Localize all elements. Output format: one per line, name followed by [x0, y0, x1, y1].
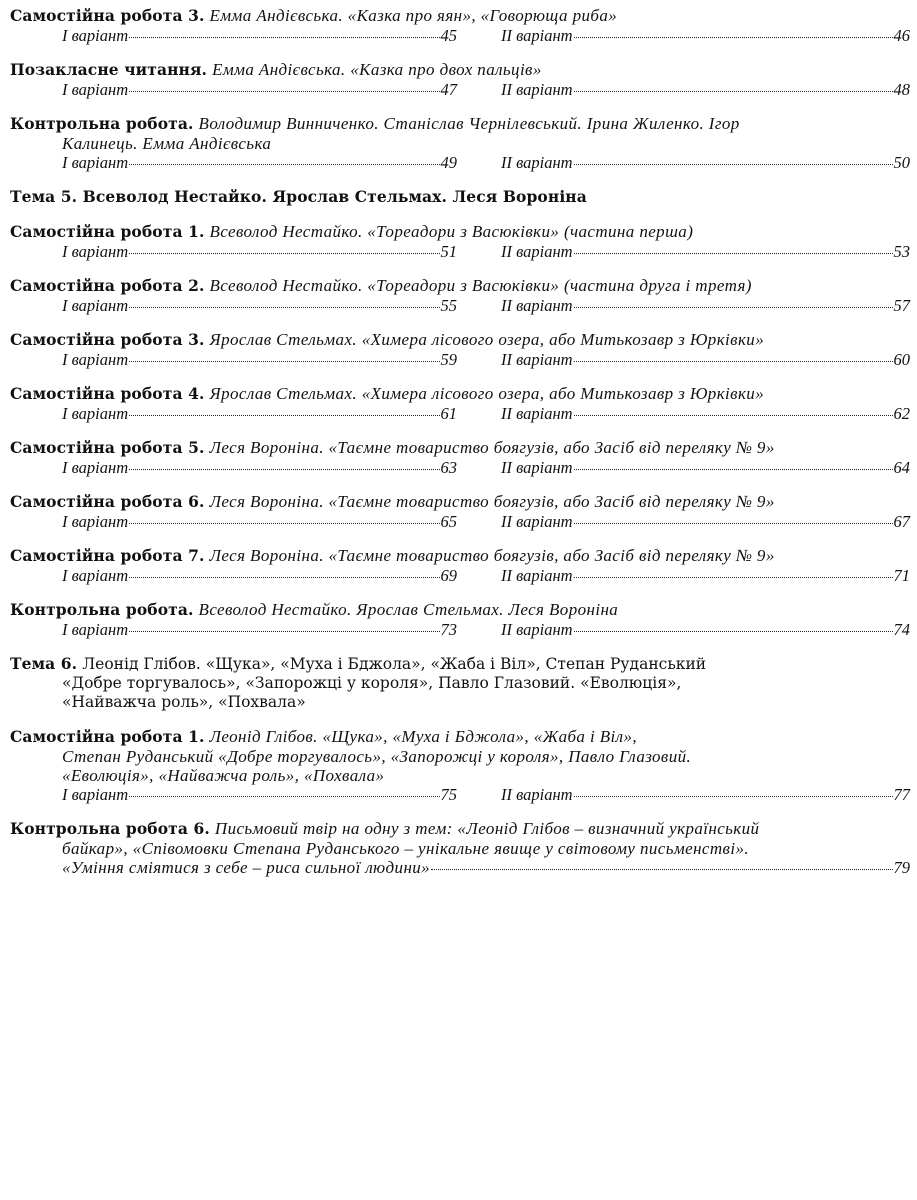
- entry-label: Самостійна робота 3.: [10, 330, 205, 349]
- dot-leader: [129, 37, 439, 38]
- page-number: 60: [893, 350, 910, 369]
- page-number: 46: [893, 26, 910, 45]
- entry-heading: [10, 330, 910, 350]
- variant-row: [10, 26, 910, 45]
- toc-entry: [10, 276, 910, 315]
- entry-label: Самостійна робота 3.: [10, 6, 205, 25]
- toc-entry: [10, 492, 910, 531]
- entry-heading: [10, 6, 910, 26]
- entry-heading: [10, 276, 910, 296]
- page-number: 64: [893, 458, 910, 477]
- variant-label: ІІ варіант: [501, 785, 573, 804]
- entry-text-continued: «Найважча роль», «Похвала»: [62, 693, 306, 711]
- variant-2: [457, 242, 910, 261]
- dot-leader: [574, 469, 893, 470]
- entry-text: Леонід Глібов. «Щука», «Муха і Бджола», «Жаба і Віл», Степан Руданський: [82, 655, 707, 673]
- entry-text: Леонід Глібов. «Щука», «Муха і Бджола», «Жаба і Віл»,: [209, 727, 638, 746]
- variant-row: [10, 512, 910, 531]
- variant-1: [62, 458, 457, 477]
- variant-row: [10, 153, 910, 172]
- dot-leader: [574, 577, 893, 578]
- entry-heading: [10, 114, 910, 153]
- variant-2: [457, 404, 910, 423]
- variant-label: ІІ варіант: [501, 80, 573, 99]
- entry-label: Тема 6.: [10, 654, 78, 673]
- entry-heading: [10, 492, 910, 512]
- page-number: 65: [440, 512, 457, 531]
- entry-label: Позакласне читання.: [10, 60, 208, 79]
- variant-row: [10, 296, 910, 315]
- variant-2: [457, 350, 910, 369]
- entry-heading: [10, 384, 910, 404]
- entry-text: Всеволод Нестайко. Ярослав Стельмах. Леся Вороніна: [198, 600, 619, 619]
- variant-1: [62, 26, 457, 45]
- variant-label: І варіант: [62, 785, 129, 804]
- entry-label: Контрольна робота.: [10, 114, 194, 133]
- variant-2: [457, 785, 910, 804]
- page-number: 48: [893, 80, 910, 99]
- entry-heading: [10, 727, 910, 785]
- table-of-contents: [10, 6, 910, 893]
- variant-1: [62, 566, 457, 585]
- entry-text: Всеволод Нестайко. «Тореадори з Васюківки» (частина друга і третя): [209, 276, 752, 295]
- variant-label: ІІ варіант: [501, 153, 573, 172]
- variant-label: І варіант: [62, 458, 129, 477]
- variant-1: [62, 404, 457, 423]
- variant-2: [457, 566, 910, 585]
- page-number: 57: [893, 296, 910, 315]
- toc-entry: [10, 546, 910, 585]
- page-number: 67: [893, 512, 910, 531]
- dot-leader: [574, 37, 893, 38]
- variant-label: І варіант: [62, 242, 129, 261]
- dot-leader: [129, 796, 439, 797]
- variant-label: І варіант: [62, 153, 129, 172]
- variant-label: ІІ варіант: [501, 404, 573, 423]
- dot-leader: [129, 523, 439, 524]
- entry-heading: [10, 819, 910, 858]
- variant-2: [457, 296, 910, 315]
- dot-leader: [574, 631, 893, 632]
- dot-leader: [129, 631, 439, 632]
- page-number: 49: [440, 153, 457, 172]
- dot-leader: [574, 307, 893, 308]
- variant-row: [10, 620, 910, 639]
- toc-entry: [10, 330, 910, 369]
- dot-leader: [129, 469, 439, 470]
- variant-label: І варіант: [62, 512, 129, 531]
- page-number: 50: [893, 153, 910, 172]
- dot-leader: [129, 577, 439, 578]
- entry-label: Контрольна робота.: [10, 600, 194, 619]
- variant-row: [10, 350, 910, 369]
- page-number: 71: [893, 566, 910, 585]
- variant-row: [10, 242, 910, 261]
- dot-leader: [129, 307, 439, 308]
- variant-row: [10, 785, 910, 804]
- page-number: 47: [440, 80, 457, 99]
- entry-text: Леся Вороніна. «Таємне товариство боягузів, або Засіб від переляку № 9»: [209, 492, 775, 511]
- page-number: 61: [440, 404, 457, 423]
- dot-leader: [431, 869, 892, 870]
- variant-1: [62, 153, 457, 172]
- entry-text: Всеволод Нестайко. «Тореадори з Васюківки» (частина перша): [209, 222, 694, 241]
- entry-text: Володимир Винниченко. Станіслав Чернілевський. Ірина Жиленко. Ігор: [198, 114, 740, 133]
- dot-leader: [574, 164, 893, 165]
- page-number: 77: [893, 785, 910, 804]
- variant-label: ІІ варіант: [501, 620, 573, 639]
- entry-heading: [10, 600, 910, 620]
- toc-entry: [10, 654, 910, 712]
- toc-entry: [10, 60, 910, 99]
- dot-leader: [574, 361, 893, 362]
- toc-entry: [10, 727, 910, 804]
- page-number: 55: [440, 296, 457, 315]
- entry-heading: [10, 60, 910, 80]
- variant-1: [62, 350, 457, 369]
- dot-leader: [574, 796, 893, 797]
- dot-leader: [574, 91, 893, 92]
- page-number: 45: [440, 26, 457, 45]
- entry-label: Самостійна робота 6.: [10, 492, 205, 511]
- entry-text: Ярослав Стельмах. «Химера лісового озера, або Митькозавр з Юрківки»: [209, 384, 765, 403]
- variant-label: І варіант: [62, 404, 129, 423]
- variant-2: [457, 458, 910, 477]
- toc-entry: [10, 819, 910, 878]
- page-number: 69: [440, 566, 457, 585]
- entry-heading: [10, 654, 910, 712]
- entry-text-continued: «Еволюція», «Найважча роль», «Похвала»: [62, 766, 385, 785]
- variant-label: ІІ варіант: [501, 458, 573, 477]
- variant-1: [62, 620, 457, 639]
- dot-leader: [574, 523, 893, 524]
- variant-label: І варіант: [62, 296, 129, 315]
- dot-leader: [129, 253, 439, 254]
- page-number: 59: [440, 350, 457, 369]
- variant-1: [62, 785, 457, 804]
- variant-2: [457, 620, 910, 639]
- entry-label: Самостійна робота 1.: [10, 727, 205, 746]
- variant-row: [10, 458, 910, 477]
- page-number: 79: [893, 858, 910, 877]
- dot-leader: [129, 361, 439, 362]
- entry-text-continued: Калинець. Емма Андієвська: [62, 134, 272, 153]
- toc-entry: [10, 6, 910, 45]
- entry-label: Самостійна робота 7.: [10, 546, 205, 565]
- toc-entry: [10, 384, 910, 423]
- entry-heading: [10, 222, 910, 242]
- toc-entry: [10, 222, 910, 261]
- variant-2: [457, 80, 910, 99]
- variant-2: [457, 512, 910, 531]
- dot-leader: [129, 91, 439, 92]
- entry-text: Емма Андієвська. «Казка про яян», «Говорюща риба»: [209, 6, 618, 25]
- entry-text: Ярослав Стельмах. «Химера лісового озера, або Митькозавр з Юрківки»: [209, 330, 765, 349]
- entry-text-continued: байкар», «Співомовки Степана Руданського – унікальне явище у світовому письменстві».: [62, 839, 749, 858]
- variant-row: [10, 566, 910, 585]
- entry-label: Самостійна робота 5.: [10, 438, 205, 457]
- page-number: 62: [893, 404, 910, 423]
- entry-heading: [10, 438, 910, 458]
- variant-label: І варіант: [62, 26, 129, 45]
- variant-label: І варіант: [62, 80, 129, 99]
- entry-last-line: [10, 858, 910, 878]
- dot-leader: [574, 415, 893, 416]
- page-number: 75: [440, 785, 457, 804]
- variant-label: ІІ варіант: [501, 296, 573, 315]
- page-number: 51: [440, 242, 457, 261]
- dot-leader: [129, 415, 439, 416]
- variant-1: [62, 242, 457, 261]
- variant-1: [62, 80, 457, 99]
- variant-2: [457, 26, 910, 45]
- variant-2: [457, 153, 910, 172]
- entry-heading: [10, 546, 910, 566]
- toc-entry: [10, 187, 910, 207]
- toc-entry: [10, 438, 910, 477]
- variant-row: [10, 80, 910, 99]
- entry-label: Тема 5. Всеволод Нестайко. Ярослав Стельмах. Леся Вороніна: [10, 187, 587, 206]
- page-number: 63: [440, 458, 457, 477]
- variant-label: І варіант: [62, 620, 129, 639]
- variant-label: ІІ варіант: [501, 242, 573, 261]
- entry-text: Леся Вороніна. «Таємне товариство боягузів, або Засіб від переляку № 9»: [209, 438, 775, 457]
- entry-text-continued: «Уміння сміятися з себе – риса сильної людини»: [62, 858, 431, 877]
- variant-1: [62, 296, 457, 315]
- dot-leader: [129, 164, 439, 165]
- variant-label: ІІ варіант: [501, 512, 573, 531]
- entry-text: Письмовий твір на одну з тем: «Леонід Глібов – визначний український: [214, 819, 760, 838]
- variant-label: І варіант: [62, 350, 129, 369]
- variant-1: [62, 512, 457, 531]
- toc-entry: [10, 600, 910, 639]
- entry-text: Емма Андієвська. «Казка про двох пальців»: [212, 60, 542, 79]
- entry-text-continued: «Добре торгувалось», «Запорожці у короля», Павло Глазовий. «Еволюція»,: [62, 674, 682, 692]
- variant-label: ІІ варіант: [501, 26, 573, 45]
- variant-label: ІІ варіант: [501, 350, 573, 369]
- toc-entry: [10, 114, 910, 172]
- page-number: 74: [893, 620, 910, 639]
- entry-label: Контрольна робота 6.: [10, 819, 210, 838]
- variant-label: І варіант: [62, 566, 129, 585]
- page-number: 53: [893, 242, 910, 261]
- entry-heading: [10, 187, 910, 207]
- entry-label: Самостійна робота 2.: [10, 276, 205, 295]
- variant-label: ІІ варіант: [501, 566, 573, 585]
- entry-label: Самостійна робота 1.: [10, 222, 205, 241]
- variant-row: [10, 404, 910, 423]
- page-number: 73: [440, 620, 457, 639]
- entry-text-continued: Степан Руданський «Добре торгувалось», «Запорожці у короля», Павло Глазовий.: [62, 747, 692, 766]
- dot-leader: [574, 253, 893, 254]
- entry-text: Леся Вороніна. «Таємне товариство боягузів, або Засіб від переляку № 9»: [209, 546, 775, 565]
- entry-label: Самостійна робота 4.: [10, 384, 205, 403]
